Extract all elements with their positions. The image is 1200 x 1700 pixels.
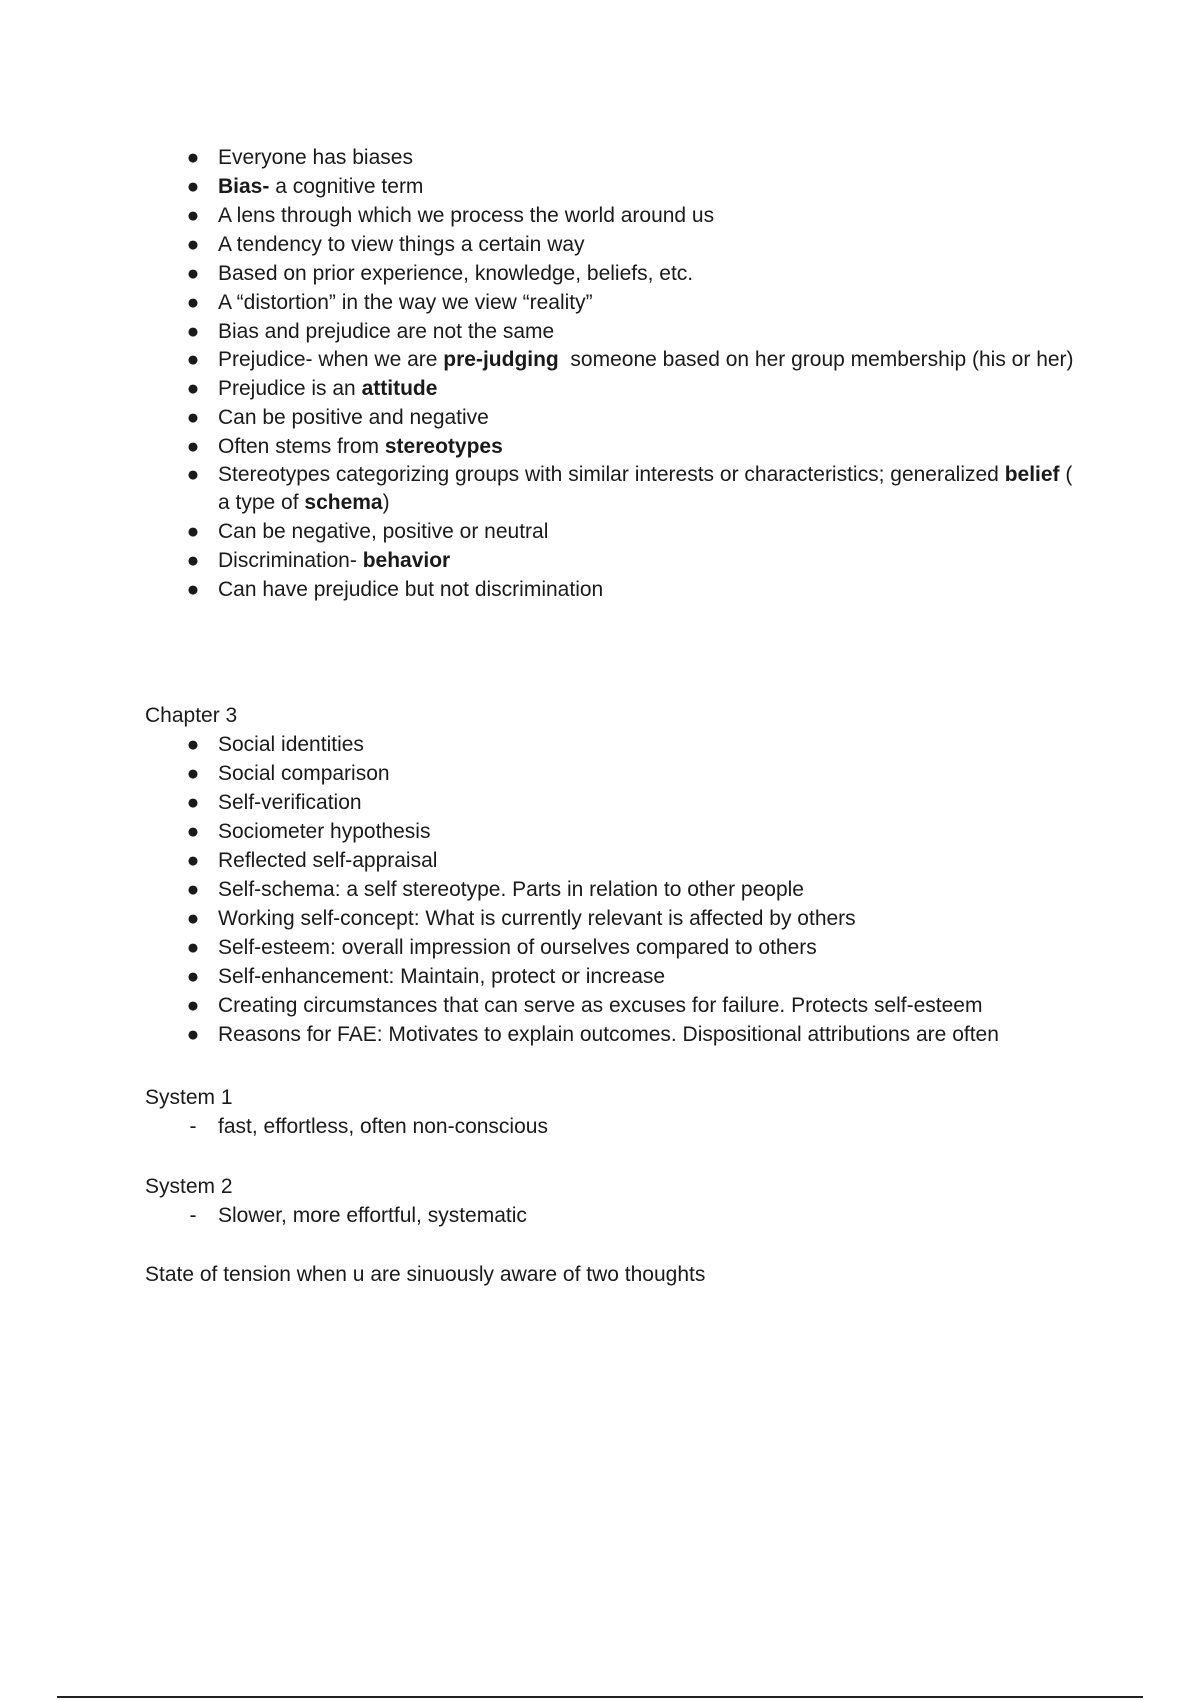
bullet-icon: ● [186, 733, 200, 756]
list-item: ● Self-schema: a self stereotype. Parts in relation to other people [145, 875, 1085, 904]
list-item: ● Reflected self-appraisal [145, 846, 1085, 875]
list-item: ● Working self-concept: What is currently relevant is affected by others [145, 904, 1085, 933]
list-item: ● Can be negative, positive or neutral [145, 517, 1085, 546]
list-item: ● Social comparison [145, 759, 1085, 788]
bullet-icon: ● [186, 849, 200, 872]
bullet-icon: ● [186, 262, 200, 285]
bullet-icon: ● [186, 936, 200, 959]
bullet-icon: ● [186, 907, 200, 930]
list-item: ● A “distortion” in the way we view “reality” [145, 288, 1085, 317]
list-item: ● Self-enhancement: Maintain, protect or increase [145, 962, 1085, 991]
bullet-icon: ● [186, 965, 200, 988]
list-item: ● Prejudice is an attitude [145, 374, 1085, 403]
bullet-icon: ● [186, 175, 200, 198]
list-item: ● Self-verification [145, 788, 1085, 817]
bullet-icon: ● [186, 435, 200, 458]
page-bottom-rule [57, 1696, 1143, 1698]
list-item: ● Stereotypes categorizing groups with similar interests or characteristics; generalized belief ( a type of schema) [145, 461, 1085, 517]
list-item: ● Reasons for FAE: Motivates to explain outcomes. Dispositional attributions are often [145, 1020, 1085, 1049]
system1-section [145, 1083, 1085, 1141]
bullet-icon: ● [186, 204, 200, 227]
bullet-icon: ● [186, 820, 200, 843]
list-item: - Slower, more effortful, systematic [145, 1201, 1085, 1230]
list-item: ● A lens through which we process the world around us [145, 201, 1085, 230]
system2-list [145, 1201, 1085, 1230]
list-item: ● Everyone has biases [145, 143, 1085, 172]
system2-section [145, 1172, 1085, 1230]
bullet-icon: ● [186, 146, 200, 169]
bullet-icon: ● [186, 520, 200, 543]
list-item: ● Prejudice- when we are pre-judging someone based on her group membership (his or her) [145, 346, 1085, 374]
list-item: ● Bias and prejudice are not the same [145, 317, 1085, 346]
list-item: - fast, effortless, often non-conscious [145, 1112, 1085, 1141]
closing-note: State of tension when u are sinuously aware of two thoughts [145, 1263, 706, 1286]
dash-icon: - [189, 1115, 197, 1138]
bullet-icon: ● [186, 463, 200, 486]
bullet-icon: ● [186, 348, 200, 371]
list-item: ● Social identities [145, 730, 1085, 759]
system1-heading: System 1 [145, 1086, 233, 1109]
list-item: ● Can have prejudice but not discrimination [145, 575, 1085, 604]
dash-icon: - [189, 1204, 197, 1227]
bullet-icon: ● [186, 233, 200, 256]
list-item: ● A tendency to view things a certain way [145, 230, 1085, 259]
list-item: ● Discrimination- behavior [145, 546, 1085, 575]
bullet-icon: ● [186, 377, 200, 400]
bias-list [145, 143, 1085, 604]
bullet-icon: ● [186, 1023, 200, 1046]
system1-list [145, 1112, 1085, 1141]
bullet-icon: ● [186, 578, 200, 601]
bullet-icon: ● [186, 320, 200, 343]
chapter3-list [145, 730, 1085, 1049]
bullet-icon: ● [186, 549, 200, 572]
list-item: ● Based on prior experience, knowledge, beliefs, etc. [145, 259, 1085, 288]
list-item: ● Creating circumstances that can serve as excuses for failure. Protects self-esteem [145, 991, 1085, 1020]
bullet-icon: ● [186, 762, 200, 785]
bullet-icon: ● [186, 878, 200, 901]
bullet-icon: ● [186, 994, 200, 1017]
system2-heading: System 2 [145, 1175, 233, 1198]
list-item: ● Bias- a cognitive term [145, 172, 1085, 201]
list-item: ● Sociometer hypothesis [145, 817, 1085, 846]
chapter3-heading: Chapter 3 [145, 704, 238, 727]
bullet-icon: ● [186, 406, 200, 429]
bullet-icon: ● [186, 791, 200, 814]
list-item: ● Self-esteem: overall impression of ourselves compared to others [145, 933, 1085, 962]
chapter3-section [145, 701, 1085, 1049]
bias-section [145, 143, 1085, 604]
list-item: ● Can be positive and negative [145, 403, 1085, 432]
bullet-icon: ● [186, 291, 200, 314]
list-item: ● Often stems from stereotypes [145, 432, 1085, 461]
